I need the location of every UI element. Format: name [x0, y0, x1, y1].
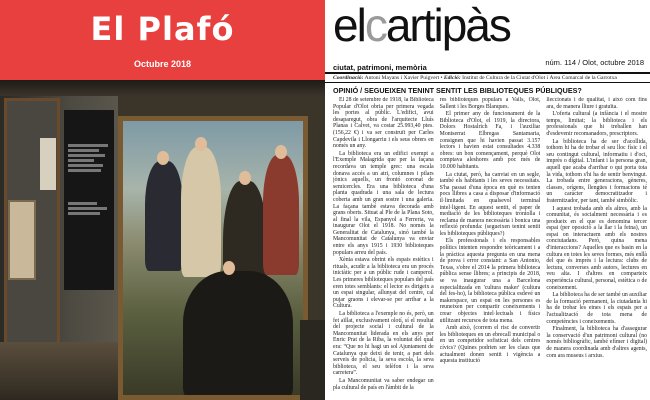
photo-framed-artwork — [8, 200, 36, 280]
masthead-rule — [325, 72, 650, 74]
article-paragraph: El 28 de setembre de 1918, la Biblioteca Popular d'Olot obria per primera vegada les portes al públic. L'edifici, avui desaparegut, obra de l'arquitecte Lluís Planas i Calvet, va costar 25.993,40 ptes. (156,22 €) i va ser construït per Carles Capdevila i Llongarriu i els seus obrers en només un any. — [333, 97, 434, 150]
credits-rule — [325, 82, 650, 83]
photo-floor — [0, 342, 118, 400]
article-paragraph: La biblioteca a l'exemple no és, però, un fet aïllat, exclusivament olotí, sí el resultat del projecte social i cultural de la Mancomunitat liderada en els anys per Enric Prat de la Riba, la voluntat del qual era: “Que no hi hagi un sol Ajuntament de Catalunya que deixi de tenir, a part dels serveis de policia, la seva escola, la seva biblioteca, el seu telèfon i la seva carretera”. — [333, 311, 434, 377]
photo-family-painting — [123, 121, 303, 395]
left-issue-date: Octubre 2018 — [133, 59, 192, 69]
painting-figure — [181, 147, 221, 277]
article-column-1 — [333, 97, 434, 400]
painting-face — [275, 145, 287, 159]
article-paragraph: La biblioteca ha de ser també un auxiliar de la formació permanent, la ciutadania hi ha de trobar les eines i els espais per a l'actualització de tota mena de competències i coneixements. — [546, 292, 648, 325]
photo-chair — [300, 320, 325, 400]
credits-edition: Institut de Cultura de la Ciutat d'Olot i Àrea Comarcal de la Garrotxa — [462, 75, 617, 81]
painting-face — [157, 151, 169, 165]
title-el: el — [333, 0, 365, 51]
article-paragraph: Finalment, la biblioteca ha d'assegurar la conservació d'un patrimoni cultural (no només bibliogràfic, també efímer i digital) de manera coordinada amb d'altres agents, com ara museus i arxius. — [546, 326, 648, 359]
article-paragraph: La Mancomunitat va saber endegar un pla cultural de país en l'àmbit de la — [333, 377, 434, 391]
credits-line: Coordinació: Antoni Mayans i Xavier Puigvert • Edició: Institut de Cultura de la Ciutat d'Olot i Àrea Comarcal de la Garrotxa — [333, 75, 617, 81]
painting-face — [223, 261, 235, 275]
right-page — [325, 0, 650, 400]
credits-coordination: Antoni Mayans i Xavier Puigvert — [364, 75, 440, 81]
right-subtitle: ciutat, patrimoni, memòria — [333, 63, 427, 72]
article-paragraph: I aquest trobada amb els altres, amb la comunitat, és socialment necessària i es produeix en el que es denomina tercer espai (per oposició a la llar i la feina), un espai on interactuem amb els nostres conciutadans. Però, quina mena d'interaccions? Aquelles que es basin en la cultura en totes les seves formes, més enllà del que és imprès i la lectura: clubs de lectura, converses amb autors, lectures en veu alta. I d'altres en comparteix experiència cultural, personal, estètica o de coneixement. — [546, 205, 648, 291]
credits-label-edition: Edició: — [443, 75, 461, 81]
photo-info-panel-text — [68, 144, 112, 217]
article-paragraph: El primer any de funcionament de la Biblioteca d'Olot, el 1919, la directora, Dolors Hostalrich Fa, i l'auxiliar Montserrat Elbregas Santamaria, consignen que hi havien passat 3.157 lectors i havien estat consultades 4.338 obres: un bon començament, perquè Olot comptava aleshores amb poc més de 10.000 habitants. — [439, 111, 541, 170]
article-paragraph: lleccionats i de qualitat, i això com fins ara, de manera lliure i gratuïta. — [546, 97, 648, 110]
article-paragraph: La biblioteca era un edifici exempt a l'Exemple Malagrida que per la façana recordava un temple grec: una escala donava accés a un atri, columnes i pilars jònics aquells, un frontó coronat de semicercles. Era una biblioteca d'una planta quadrada i una sala de lectura coberta amb un gran sostre i una galeria. La façana també estava decorada amb grans oberts. Situat al Ple de la Plana Soto, al final la vila, Espanyol a Ferreria, va inaugurar Olot el 1918. No només la Generalitat de Catalunya, sinó també la Mancomunitat de Catalunya va enviar entre els anys 1915 i 1930 biblioteques populars arreu del país. — [333, 150, 434, 256]
article-paragraph: Xènia estava obrint els espais estètics i rituals, acudir a la biblioteca era un procés iniciàtic per a un públic rude i camperol. Les primeres biblioteques populars del país eren totes semblants: el lector es dirigeix a un espai singular, allunyat del centre, cal pujar graons i elevar-se per arribar a la Cultura. — [333, 257, 434, 310]
article-paragraph: Els professionals i els responsables polítics intenten respondre teòricament i a la pràctica aquesta pregunta en una mena de prova i error constant: a San Antonio, Texas, s'obre el 2014 la primera biblioteca pública sense llibres; a principis de 2018, se va inaugurar una a Barcelona especialitzada en 'cultura maker' (cultura del fes-ho), la biblioteca pública esdevé un makerspace, un espai on les persones es reuneixen per compartir coneixements i crear objectes intel·lectuals i físics utilitzant recursos de tota mena. — [439, 238, 541, 324]
article-paragraph: Amb això, (correm el risc de convertir les biblioteques en un ebrecall municipal o en un competidor sofisticat dels centres cívics? (Quines podrien ser les claus que actualment donen sentit i vigència a aquesta institució — [439, 325, 541, 365]
photo-painting-frame — [118, 116, 308, 400]
right-issue-number: núm. 114 / Olot, octubre 2018 — [545, 58, 644, 67]
article-paragraph: res biblioteques populars a Valls, Olot, Sallent i les Borges Blanques. — [439, 97, 541, 110]
photo-ceiling — [0, 80, 325, 96]
painting-figure — [145, 161, 183, 271]
article-headline: OPINIÓ / SEGUEIXEN TENINT SENTIT LES BIBLIOTEQUES PÚBLIQUES? — [333, 86, 582, 95]
article-paragraph: La biblioteca ha de ser d'acollida, tothom hi ha de trobar el seu lloc físic i el seu contingut cultural, informatiu i d'oci, imprès o digital. L'infant i la persona gran, aquell que acaba d'arribar o qui porta tota la vida, tothom s'hi ha de sentir benvingut. La trobada entre generacions, gèneres, classes, orígens, llengües i formacions té un caràcter democratitzador i fraternitzador, per tant, també simbòlic. — [546, 138, 648, 204]
right-masthead-title — [333, 0, 510, 50]
article-column-2 — [440, 97, 541, 400]
article-body — [333, 97, 647, 400]
photo-small-artwork — [40, 138, 56, 190]
credits-label-coordination: Coordinació: — [333, 75, 364, 81]
article-paragraph: L'oferta cultural (a infància i el mostre temps, limitat; la biblioteca i els professionals que hi treballen han d'esdevenir recomanadors, prescriptors. — [546, 111, 648, 137]
title-rest: artipàs — [385, 0, 510, 51]
left-masthead-title: El Plafó — [90, 10, 235, 48]
painting-face — [239, 171, 251, 185]
painting-face — [195, 137, 207, 151]
article-column-3 — [546, 97, 647, 400]
painting-figure — [183, 271, 293, 395]
museum-photo — [0, 80, 325, 400]
article-paragraph: La ciutat, però, ha canviat en un segle, també els habitants i les seves necessitats. S'ha passat d'una època en què es tenien pocs llibres a casa a disposar d'informació il·limitada en qualsevol terminal intel·ligent. En aquest sentit, el paper de mediació de les biblioteques trontolla i reclama de manera necessària i bonica una reflexió profunda: (segueixen tenint sentit les biblioteques públiques?) — [439, 171, 541, 237]
painting-figure — [263, 155, 299, 275]
title-c: c — [364, 0, 386, 51]
